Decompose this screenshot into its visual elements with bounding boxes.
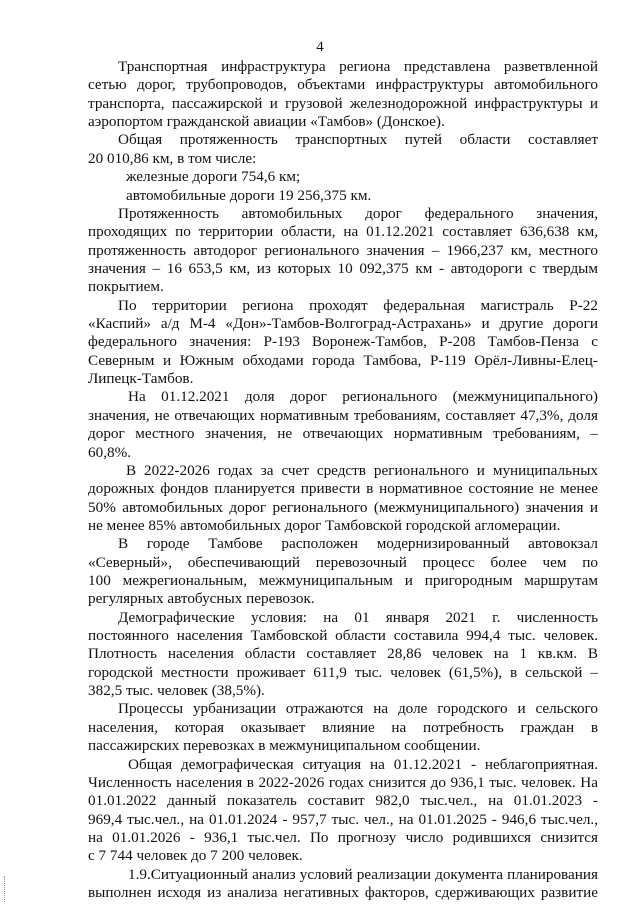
text-line: «Каспий» а/д М-4 «Дон»-Тамбов-Волгоград-Астрахань» и другие дороги [88,315,598,332]
text-line: Северным и Южным обходами города Тамбова, Р-119 Орёл-Ливны-Елец- [88,351,598,369]
text-line: протяженность автодорог регионального значения – 1966,237 км, местного [88,241,598,259]
text-line: транспорта, пассажирской и грузовой железнодорожной инфраструктуры и [88,94,598,112]
text-line: 50% автомобильных дорог регионального (межмуниципального) значения и [88,498,598,516]
text-line: Численность населения в 2022-2026 годах снизится до 936,1 тыс. человек. На [88,773,598,791]
text-line: городской местности проживает 611,9 тыс. человек (61,5%), в сельской – [88,663,598,681]
text-line: По территории региона проходят федеральная магистраль Р-22 [118,296,598,314]
text-line: Протяженность автомобильных дорог федерального значения, [118,204,598,222]
text-line: федерального значения: Р-193 Воронеж-Тамбов, Р-208 Тамбов-Пенза с [88,333,598,351]
text-line: 100 межрегиональным, межмуниципальным и пригородным маршрутам [88,572,598,589]
text-line: с 7 744 человек до 7 200 человек. [88,847,303,865]
text-line: Процессы урбанизации отражаются на доле городского и сельского [118,700,598,718]
text-line: дорог местного значения, не отвечающих нормативным требованиям, – [88,425,598,443]
text-line: Плотность населения области составляет 28,86 человек на 1 кв.км. В [88,645,598,663]
text-line: 969,4 тыс.чел., на 01.01.2024 - 957,7 тыс. чел., на 01.01.2025 - 946,6 тыс.чел., [88,810,598,828]
text-line: постоянного населения Тамбовской области составила 994,4 тыс. человек. [88,627,598,644]
text-line: железные дороги 754,6 км; [126,168,301,186]
text-line: сетью дорог, трубопроводов, объектами инфраструктуры автомобильного [88,76,598,94]
text-line: Общая протяженность транспортных путей области составляет [118,131,598,149]
page-number: 4 [316,39,324,55]
text-line: 382,5 тыс. человек (38,5%). [88,682,265,700]
text-line: «Северный», обеспечивающий перевозочный процесс более чем по [88,553,598,571]
text-line: В 2022-2026 годах за счет средств регионального и муниципальных [126,461,598,479]
text-line: 1.9.Ситуационный анализ условий реализации документа планирования [128,865,598,883]
text-line: автомобильные дороги 19 256,375 км. [126,186,372,204]
text-line: Демографические условия: на 01 января 2021 г. численность [118,608,598,626]
text-line: не менее 85% автомобильных дорог Тамбовской городской агломерации. [88,516,561,534]
text-line: выполнен исходя из анализа негативных факторов, сдерживающих развитие [88,884,598,901]
text-line: Липецк-Тамбов. [88,370,194,387]
text-line: регулярных автобусных перевозок. [88,590,315,608]
text-line: на 01.01.2026 - 936,1 тыс.чел. По прогнозу число родившихся снизится [88,828,598,846]
text-line: Транспортная инфраструктура региона представлена разветвленной [118,58,598,75]
text-line: Общая демографическая ситуация на 01.12.2021 - неблагоприятная. [128,755,598,773]
text-line: населения, которая оказывает влияние на потребность граждан в [88,718,598,736]
text-line: На 01.12.2021 доля дорог регионального (межмуниципального) [128,388,598,406]
text-line: покрытием. [88,278,164,296]
text-line: значения – 16 653,5 км, из которых 10 092,375 км - автодороги с твердым [88,259,598,277]
text-line: 01.01.2022 данный показатель составит 982,0 тыс.чел., на 01.01.2023 - [88,792,598,810]
text-line: аэропортом гражданской авиации «Тамбов» (Донское). [88,113,445,131]
text-line: 60,8%. [88,443,132,461]
scan-edge-mark [4,876,6,902]
text-line: В городе Тамбове расположен модернизированный автовокзал [118,535,598,553]
text-line: пассажирских перевозках в межмуниципальном сообщении. [88,737,481,755]
text-line: проходящих по территории области, на 01.12.2021 составляет 636,638 км, [88,223,598,241]
text-line: 20 010,86 км, в том числе: [88,149,257,167]
text-line: дорожных фондов планируется привести в нормативное состояние не менее [88,480,598,498]
text-line: значения, не отвечающих нормативным требованиям, составляет 47,3%, доля [88,406,598,424]
